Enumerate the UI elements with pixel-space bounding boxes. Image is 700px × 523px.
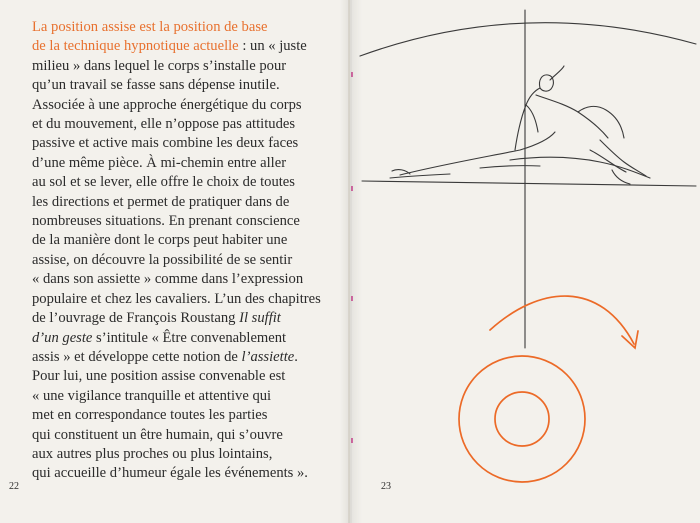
text-segment: qui constituent un être humain, qui s’ouvre — [32, 426, 283, 443]
text-line — [32, 348, 332, 367]
text-segment: passive et active mais combine les deux faces — [32, 135, 299, 152]
italic-text: d’un geste — [32, 329, 93, 346]
text-segment: : un « juste — [238, 38, 307, 55]
text-segment: . — [294, 348, 298, 365]
body-text — [32, 18, 332, 484]
text-line — [32, 76, 332, 95]
text-line — [32, 154, 332, 173]
text-segment: de la manière dont le corps peut habiter une — [32, 232, 288, 249]
text-segment: « une vigilance tranquille et attentive qui — [32, 387, 272, 404]
text-segment: assise, on découvre la possibilité de se sentir — [32, 251, 293, 268]
text-line — [32, 387, 332, 406]
text-line — [32, 464, 332, 483]
text-line — [32, 231, 332, 250]
sky-arc — [360, 23, 696, 56]
outer-circle — [459, 356, 585, 482]
left-page — [0, 0, 348, 523]
page-number-left: 22 — [9, 481, 19, 492]
text-segment: Pour lui, une position assise convenable est — [32, 368, 286, 385]
text-line — [32, 406, 332, 425]
text-line — [32, 18, 332, 37]
text-line — [32, 309, 332, 328]
text-line — [32, 134, 332, 153]
inner-circle — [495, 392, 549, 446]
text-segment: Associée à une approche énergétique du corps — [32, 96, 302, 113]
text-segment: s’intitule « Être convenablement — [92, 329, 287, 346]
highlighted-text: de la technique hypnotique actuelle — [32, 38, 239, 55]
italic-text: l’assiette — [241, 348, 295, 365]
text-segment: « dans son assiette » comme dans l’expression — [32, 271, 304, 288]
text-segment: les directions et permet de pratiquer dans de — [32, 193, 290, 210]
arrow-head — [622, 331, 638, 348]
text-segment: d’une même pièce. À mi-chemin entre aller — [32, 154, 287, 171]
text-segment: de l’ouvrage de François Roustang — [32, 310, 240, 327]
text-line — [32, 212, 332, 231]
text-line — [32, 329, 332, 348]
text-segment: qu’un travail se fasse sans dépense inutile. — [32, 77, 280, 94]
page-number-right: 23 — [381, 481, 391, 492]
text-line — [32, 290, 332, 309]
text-segment: met en correspondance toutes les parties — [32, 407, 268, 424]
figures-sketch — [390, 66, 650, 184]
highlighted-text: La position assise est la position de base — [32, 19, 268, 35]
text-line — [32, 193, 332, 212]
text-segment: au sol et se lever, elle offre le choix de toutes — [32, 174, 295, 191]
italic-text: Il suffit — [239, 310, 281, 327]
text-line — [32, 426, 332, 445]
text-segment: milieu » dans lequel le corps s’installe pour — [32, 57, 287, 74]
text-segment: populaire et chez les cavaliers. L’un des chapitres — [32, 290, 321, 307]
text-line — [32, 115, 332, 134]
text-line — [32, 251, 332, 270]
text-segment: nombreuses situations. En prenant conscience — [32, 213, 300, 230]
text-segment: qui accueille d’humeur égale les événements ». — [32, 465, 308, 482]
orbit-arrow — [490, 296, 634, 344]
text-segment: aux autres plus proches ou plus lointains, — [32, 445, 273, 462]
text-line — [32, 57, 332, 76]
text-line — [32, 367, 332, 386]
text-line — [32, 37, 332, 56]
ground-line — [362, 181, 696, 186]
hypnosis-illustration — [350, 0, 700, 523]
text-line — [32, 445, 332, 464]
text-segment: et du mouvement, elle n’oppose pas attitudes — [32, 116, 296, 133]
text-line — [32, 173, 332, 192]
text-line — [32, 96, 332, 115]
text-line — [32, 270, 332, 289]
text-segment: assis » et développe cette notion de — [32, 348, 242, 365]
